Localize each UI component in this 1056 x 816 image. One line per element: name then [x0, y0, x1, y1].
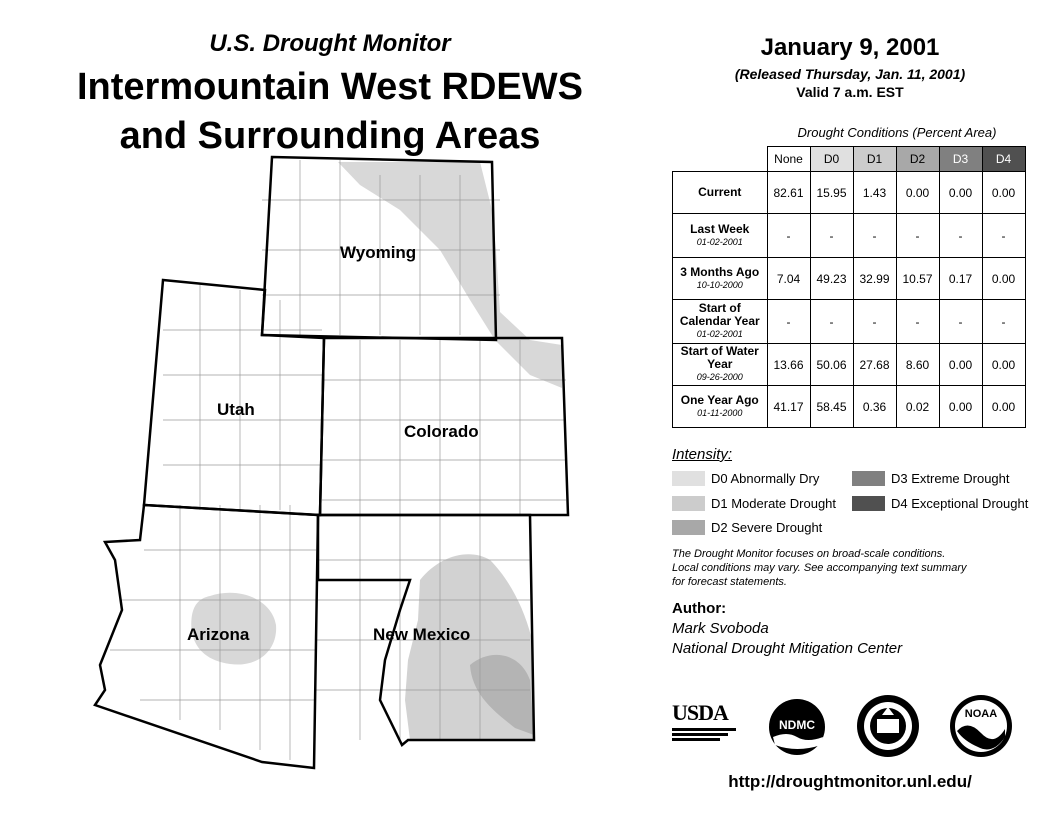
table-cell: 0.00: [982, 386, 1025, 428]
disclaimer-text: [672, 547, 1032, 589]
legend-label: D3 Extreme Drought: [891, 471, 1010, 486]
table-cell: -: [853, 214, 896, 258]
table-header-row: [673, 147, 1026, 172]
table-cell: -: [853, 300, 896, 344]
legend-swatch: [672, 471, 705, 486]
state-label-wyoming: Wyoming: [340, 243, 417, 262]
table-cell: 0.00: [982, 258, 1025, 300]
legend-item-d0: [672, 471, 819, 486]
svg-text:NOAA: NOAA: [964, 708, 998, 720]
table-cell: 0.17: [939, 258, 982, 300]
table-cell: 82.61: [767, 172, 810, 214]
col-header-d1: D1: [853, 147, 896, 172]
state-label-utah: Utah: [217, 400, 255, 419]
disclaimer-line: Local conditions may vary. See accompanying text summary: [672, 562, 967, 574]
table-cell: 50.06: [810, 344, 853, 386]
row-label: 3 Months Ago 10-10-2000: [673, 258, 768, 300]
legend-swatch: [852, 496, 885, 511]
legend-swatch: [672, 496, 705, 511]
table-cell: 32.99: [853, 258, 896, 300]
legend-item-d2: [672, 520, 822, 535]
table-cell: 58.45: [810, 386, 853, 428]
usda-logo: USDA: [672, 700, 736, 750]
noaa-logo: [948, 693, 1014, 764]
table-cell: 0.36: [853, 386, 896, 428]
legend-swatch: [672, 520, 705, 535]
drought-area-wyoming-east: [338, 162, 562, 388]
row-label: Last Week 01-02-2001: [673, 214, 768, 258]
table-cell: -: [939, 300, 982, 344]
table-cell: 8.60: [896, 344, 939, 386]
table-cell: -: [982, 214, 1025, 258]
valid-time: Valid 7 a.m. EST: [796, 84, 904, 100]
ndmc-logo: [765, 697, 829, 762]
legend-title: Intensity:: [672, 446, 733, 463]
author-organization: National Drought Mitigation Center: [672, 640, 903, 657]
state-label-colorado: Colorado: [404, 422, 479, 441]
col-header-d2: D2: [896, 147, 939, 172]
table-cell: -: [982, 300, 1025, 344]
table-row: [673, 344, 1026, 386]
table-cell: -: [810, 214, 853, 258]
commerce-seal-logo: [855, 693, 921, 764]
col-header-d4: D4: [982, 147, 1025, 172]
map-title-line2: and Surrounding Areas: [119, 115, 541, 157]
table-cell: -: [896, 214, 939, 258]
col-header-none: None: [767, 147, 810, 172]
state-label-new-mexico: New Mexico: [373, 625, 471, 644]
table-cell: 15.95: [810, 172, 853, 214]
legend-item-d3: [852, 471, 1010, 486]
utah-border: [144, 280, 324, 515]
table-cell: -: [767, 300, 810, 344]
drought-stats-table: [672, 146, 1026, 428]
legend-label: D1 Moderate Drought: [711, 496, 837, 511]
legend-item-d1: [672, 496, 836, 511]
table-row: [673, 214, 1026, 258]
legend-label: D4 Exceptional Drought: [891, 496, 1029, 511]
row-label: Start of Water Year 09-26-2000: [673, 344, 768, 386]
map-date: January 9, 2001: [760, 34, 940, 61]
col-header-d0: D0: [810, 147, 853, 172]
table-cell: 0.00: [896, 172, 939, 214]
table-cell: 0.02: [896, 386, 939, 428]
table-cell: 7.04: [767, 258, 810, 300]
table-cell: 10.57: [896, 258, 939, 300]
col-header-d3: D3: [939, 147, 982, 172]
author-label: Author:: [672, 600, 727, 617]
drought-monitor-url[interactable]: http://droughtmonitor.unl.edu/: [728, 772, 972, 791]
table-cell: -: [767, 214, 810, 258]
state-label-arizona: Arizona: [187, 625, 250, 644]
table-cell: -: [810, 300, 853, 344]
legend-label: D0 Abnormally Dry: [711, 471, 820, 486]
table-cell: 27.68: [853, 344, 896, 386]
table-row: [673, 386, 1026, 428]
map-title-line1: Intermountain West RDEWS: [77, 66, 583, 108]
table-cell: 0.00: [982, 344, 1025, 386]
map-supertitle: U.S. Drought Monitor: [209, 30, 451, 57]
release-date: (Released Thursday, Jan. 11, 2001): [734, 66, 966, 82]
svg-text:NDMC: NDMC: [779, 718, 815, 732]
table-cell: 0.00: [939, 172, 982, 214]
table-cell: 0.00: [982, 172, 1025, 214]
disclaimer-line: for forecast statements.: [672, 576, 787, 588]
table-cell: 0.00: [939, 344, 982, 386]
author-name: Mark Svoboda: [672, 620, 769, 637]
legend-swatch: [852, 471, 885, 486]
legend-item-d4: [852, 496, 1028, 511]
disclaimer-line: The Drought Monitor focuses on broad-scale conditions.: [672, 548, 946, 560]
table-row: [673, 172, 1026, 214]
table-cell: -: [939, 214, 982, 258]
table-caption: Drought Conditions (Percent Area): [797, 125, 997, 140]
table-cell: 0.00: [939, 386, 982, 428]
table-row: [673, 300, 1026, 344]
table-cell: -: [896, 300, 939, 344]
table-cell: 1.43: [853, 172, 896, 214]
table-row: [673, 258, 1026, 300]
row-label: One Year Ago 01-11-2000: [673, 386, 768, 428]
row-label: Start of Calendar Year 01-02-2001: [673, 300, 768, 344]
table-cell: 41.17: [767, 386, 810, 428]
table-cell: 49.23: [810, 258, 853, 300]
row-label: Current: [673, 172, 768, 214]
date-block: [672, 34, 1028, 100]
table-cell: 13.66: [767, 344, 810, 386]
legend-label: D2 Severe Drought: [711, 520, 823, 535]
